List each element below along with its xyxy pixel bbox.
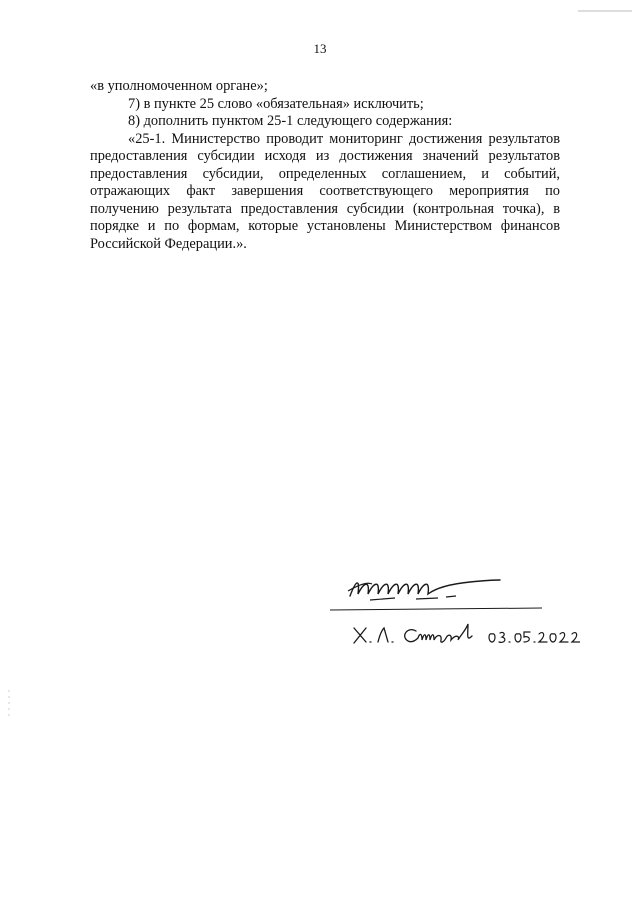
scan-margin-mark	[8, 690, 10, 720]
signature-block	[320, 560, 580, 660]
scan-corner-mark	[574, 0, 634, 3]
paragraph-item-7: 7) в пункте 25 слово «обязательная» исключить;	[128, 95, 424, 112]
document-body	[90, 78, 560, 253]
paragraph-item-8: 8) дополнить пунктом 25-1 следующего содержания:	[128, 113, 453, 129]
paragraph-quote-end: «в уполномоченном органе»;	[90, 78, 268, 94]
page-number: 13	[313, 41, 327, 56]
paragraph-clause-25-1: «25-1. Министерство проводит мониторинг достижения результатов предоставления субсидии исходя из достижения значений результатов предоставления субсидии, определенных соглашением, и событий, отражающих факт завершения соответствующего мероприятия по получению результата предоставления субсидии (контрольная точка), в порядке и по формам, которые установлены Министерством финансов Российской Федерации.».	[90, 130, 560, 252]
handwritten-signature	[320, 560, 580, 660]
